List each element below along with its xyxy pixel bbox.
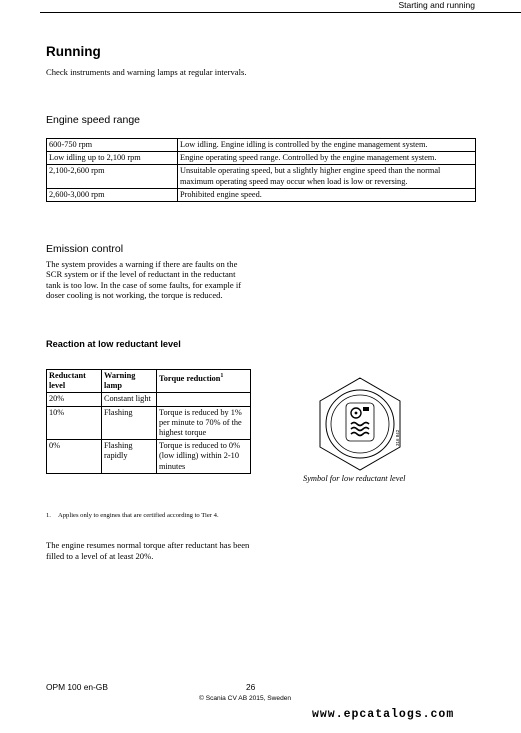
table-row — [47, 393, 251, 406]
header-warning-lamp: Warning lamp — [102, 370, 157, 393]
table-row — [47, 440, 251, 474]
speed-range-cell: 2,600-3,000 rpm — [47, 188, 178, 201]
footnote-marker: 1 — [220, 373, 224, 379]
low-reductant-level-symbol-icon — [312, 376, 408, 472]
reductant-level-cell: 10% — [47, 406, 102, 440]
running-intro: Check instruments and warning lamps at regular intervals. — [46, 67, 247, 77]
header-torque-reduction — [157, 370, 251, 393]
speed-range-cell: 2,100-2,600 rpm — [47, 165, 178, 188]
emission-control-heading: Emission control — [46, 243, 124, 255]
footnote-text: Applies only to engines that are certified according to Tier 4. — [58, 512, 219, 519]
warning-lamp-cell: Flashing — [102, 406, 157, 440]
symbol-caption: Symbol for low reductant level — [303, 474, 406, 483]
figure-code: 316 842 — [395, 429, 400, 446]
torque-reduction-cell: Torque is reduced to 0% (low idling) within 2-10 minutes — [157, 440, 251, 474]
header-torque-label: Torque reduction — [159, 373, 221, 383]
speed-range-cell: 600-750 rpm — [47, 139, 178, 152]
speed-description-cell: Low idling. Engine idling is controlled by the engine management system. — [178, 139, 476, 152]
table-row — [47, 406, 251, 440]
table-row — [47, 139, 476, 152]
torque-reduction-cell: Torque is reduced by 1% per minute to 70% of the highest torque — [157, 406, 251, 440]
speed-description-cell: Engine operating speed range. Controlled by the engine management system. — [178, 152, 476, 165]
watermark-link[interactable]: www.epcatalogs.com — [312, 708, 455, 721]
warning-lamp-cell: Constant light — [102, 393, 157, 406]
warning-lamp-cell: Flashing rapidly — [102, 440, 157, 474]
running-heading: Running — [46, 44, 101, 59]
torque-reduction-cell — [157, 393, 251, 406]
copyright: © Scania CV AB 2015, Sweden — [199, 695, 292, 702]
table-row — [47, 152, 476, 165]
reductant-level-cell: 0% — [47, 440, 102, 474]
table-row — [47, 165, 476, 188]
reductant-table — [46, 369, 251, 474]
speed-range-cell: Low idling up to 2,100 rpm — [47, 152, 178, 165]
reductant-level-cell: 20% — [47, 393, 102, 406]
resume-torque-text: The engine resumes normal torque after reductant has been filled to a level of at least 20%. — [46, 540, 250, 561]
emission-control-text: The system provides a warning if there are faults on the SCR system or if the level of reductant in the reductant tank is too low. In the case of some faults, for example if doser cooling is not working, the torque is reduced. — [46, 259, 242, 301]
table-header-row — [47, 370, 251, 393]
engine-speed-table — [46, 138, 476, 202]
engine-speed-heading: Engine speed range — [46, 114, 140, 126]
page-number: 26 — [246, 682, 256, 692]
header-reductant-level: Reductant level — [47, 370, 102, 393]
table-row — [47, 188, 476, 201]
footnote-number: 1. — [46, 512, 51, 519]
document-id: OPM 100 en-GB — [46, 682, 108, 692]
header-rule — [40, 12, 521, 13]
reductant-reaction-heading: Reaction at low reductant level — [46, 339, 181, 349]
speed-description-cell: Unsuitable operating speed, but a slightly higher engine speed than the normal maximum operating speed may occur when load is low or reversing. — [178, 165, 476, 188]
speed-description-cell: Prohibited engine speed. — [178, 188, 476, 201]
section-header-title: Starting and running — [398, 0, 475, 10]
